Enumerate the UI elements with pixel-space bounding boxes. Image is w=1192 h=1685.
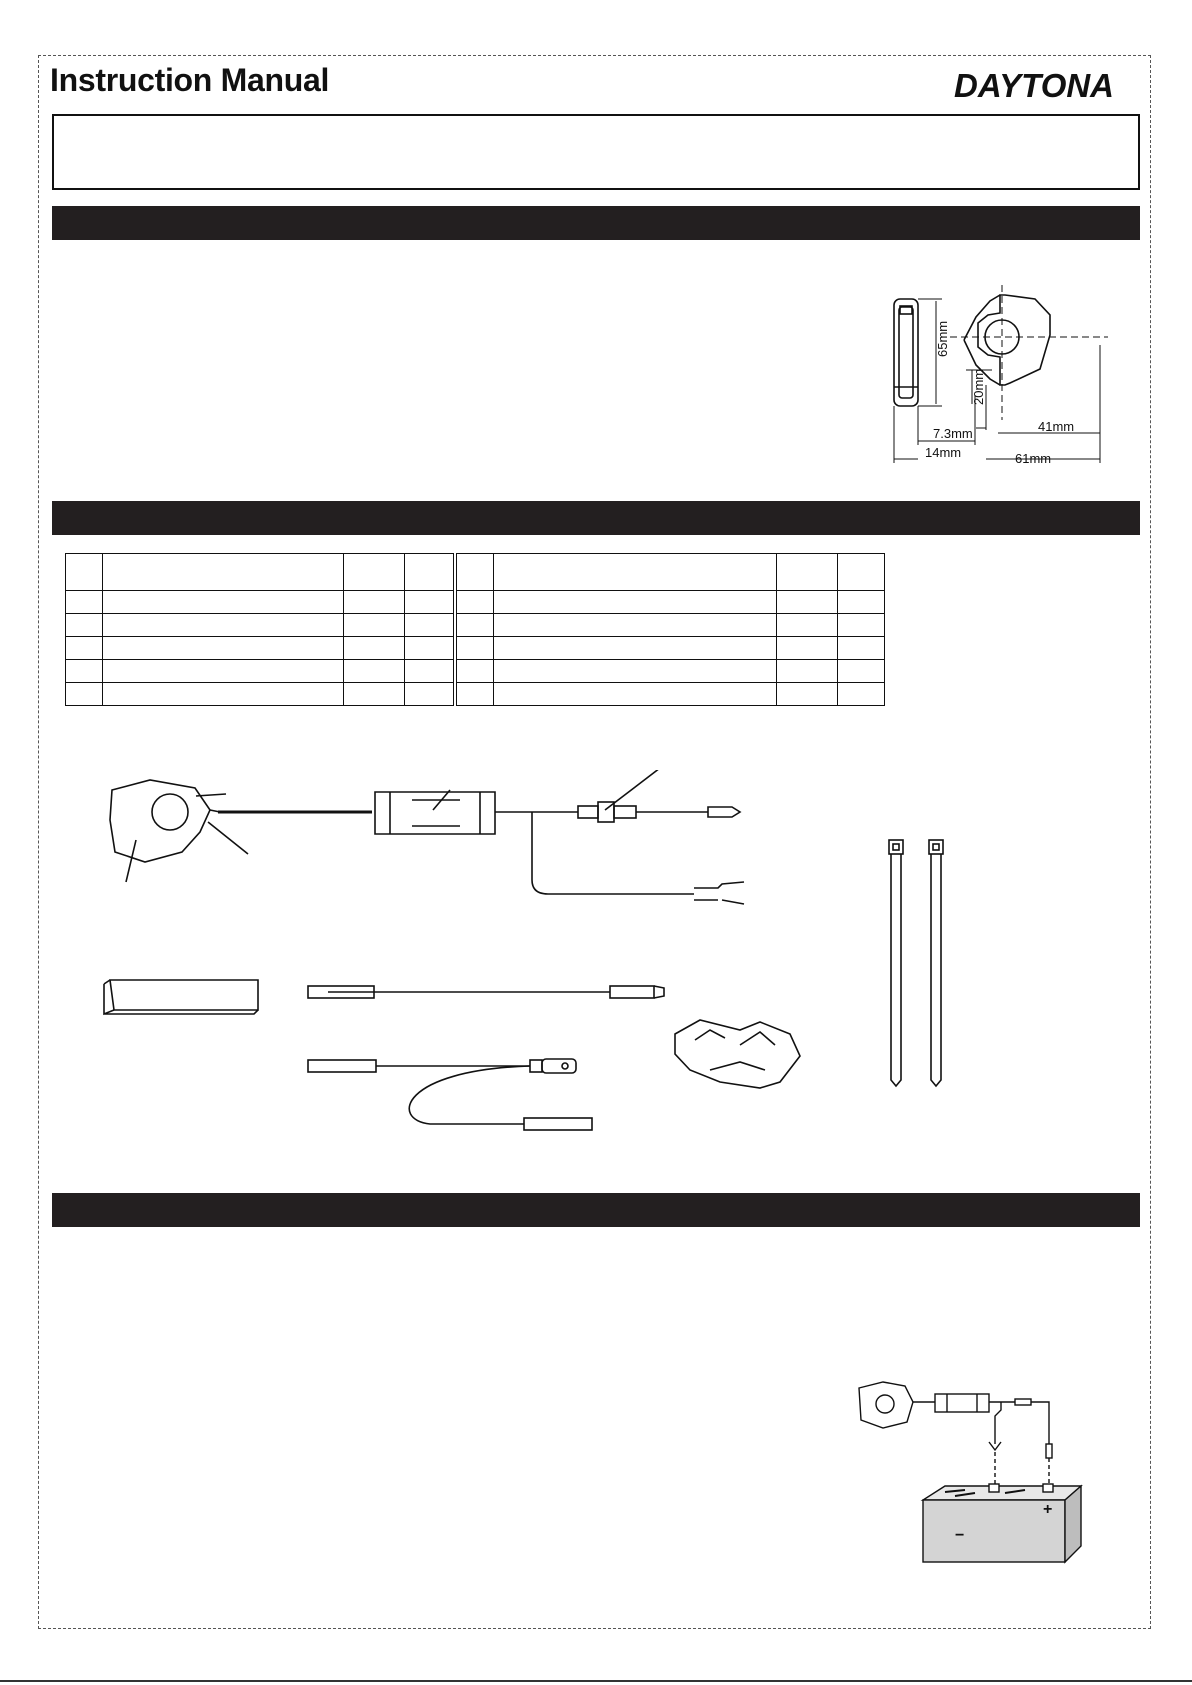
section-header-installation — [52, 1193, 1140, 1227]
brand-logo — [950, 66, 1118, 104]
table-header-row — [66, 554, 885, 591]
table-row — [66, 683, 885, 706]
parts-illustration — [100, 770, 1140, 1150]
table-row — [66, 637, 885, 660]
switch-unit — [110, 780, 220, 862]
section-header-specifications — [52, 206, 1140, 240]
fuse-holder — [578, 802, 636, 822]
dimension-label-bore-offset: 20mm — [971, 368, 986, 405]
battery-plus-symbol: + — [1043, 1501, 1053, 1518]
parts-table — [65, 553, 885, 706]
cable-tie — [889, 840, 903, 1086]
cable-tie — [929, 840, 943, 1086]
section-header-contents — [52, 501, 1140, 535]
notice-box — [52, 114, 1140, 190]
footer-rule — [0, 1680, 1192, 1682]
battery-connection-diagram — [855, 1380, 1115, 1575]
relay-box — [375, 792, 495, 834]
dimension-label-half-width: 41mm — [1038, 419, 1075, 434]
brand-logo-text: DAYTONA — [954, 67, 1114, 104]
dimension-drawing — [880, 285, 1120, 470]
dimension-label-width: 61mm — [1015, 451, 1052, 466]
tap-connector — [675, 1020, 800, 1088]
page-title: Instruction Manual — [50, 62, 330, 98]
table-row — [66, 591, 885, 614]
dimension-label-thickness-inner: 7.3mm — [933, 426, 973, 441]
table-row — [66, 660, 885, 683]
table-row — [66, 614, 885, 637]
battery-minus-symbol: − — [955, 1527, 965, 1544]
dimension-label-height: 65mm — [935, 320, 950, 357]
dimension-label-thickness-total: 14mm — [925, 445, 962, 460]
